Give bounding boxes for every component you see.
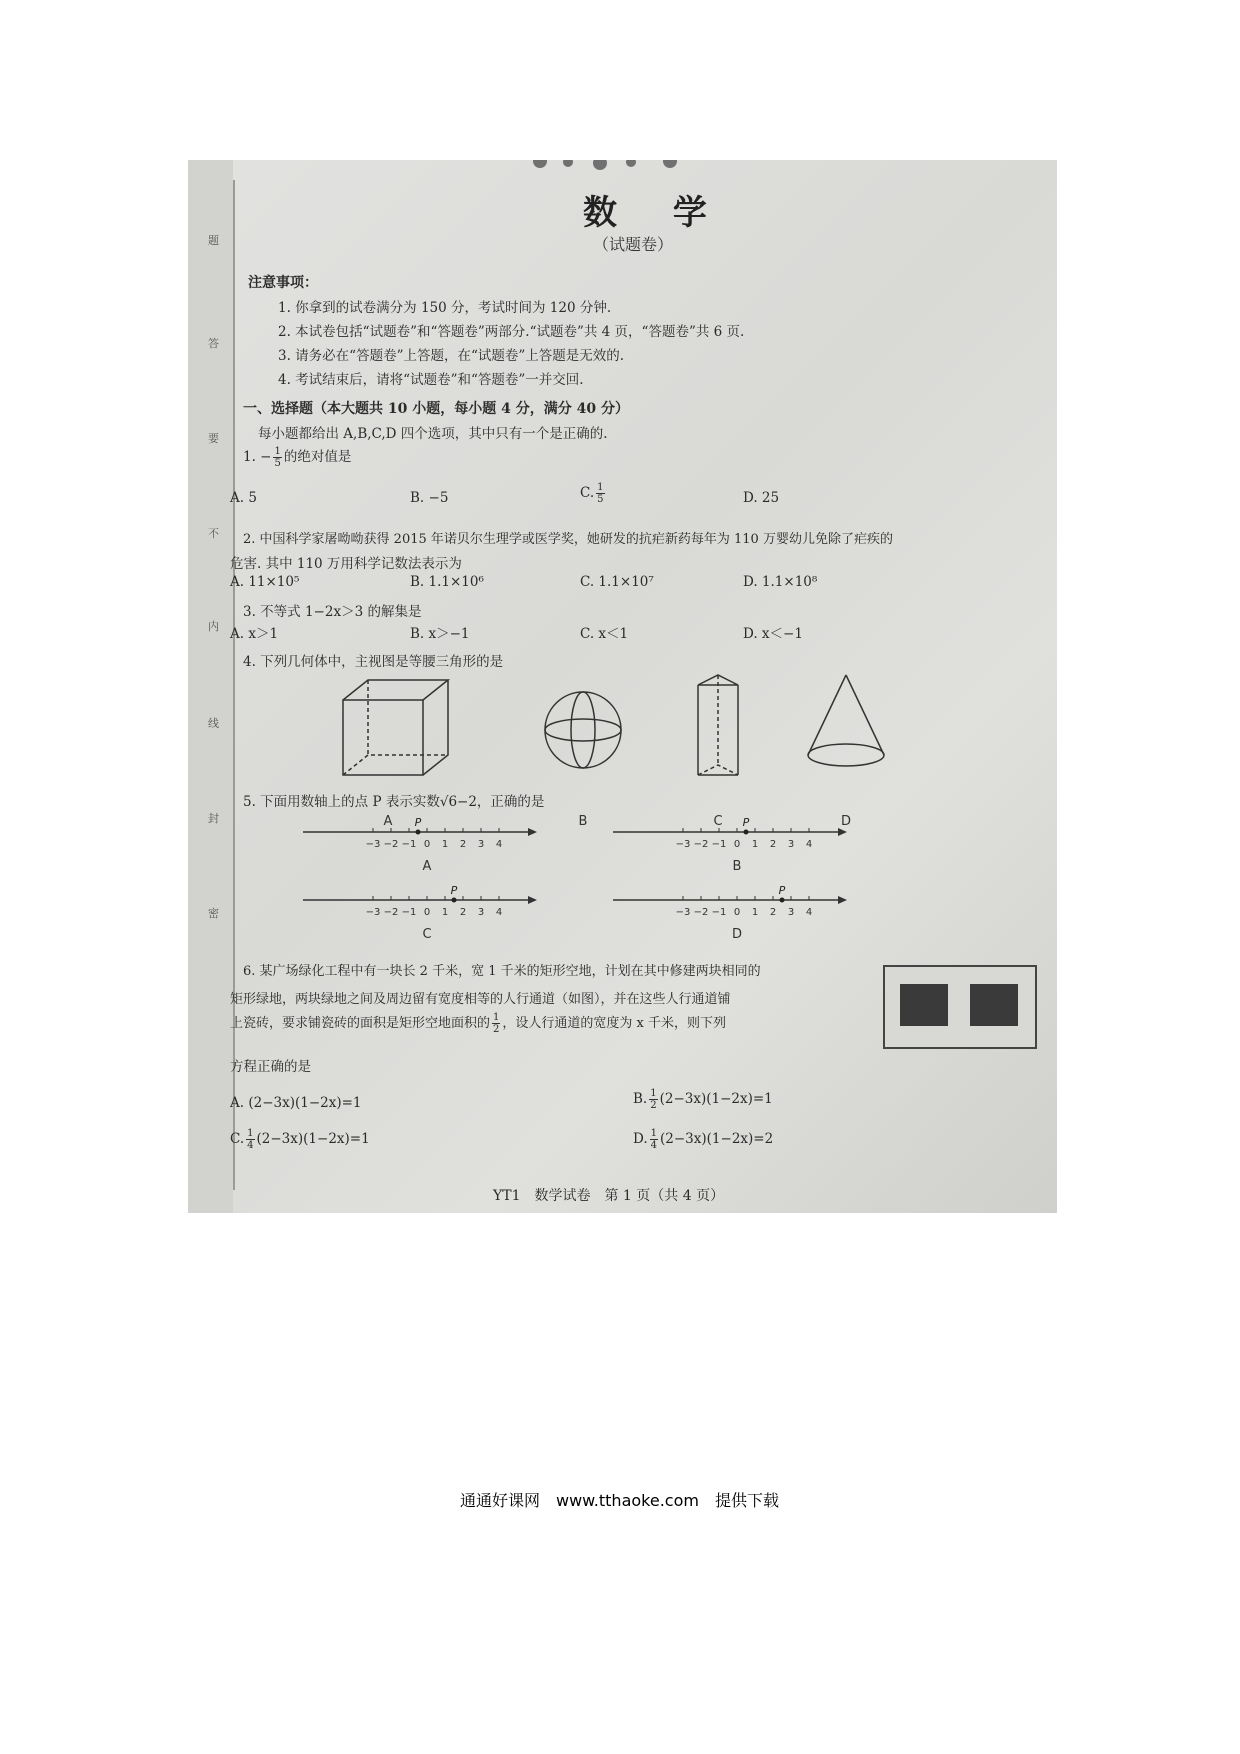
q3-option-d: D. x＜−1	[743, 626, 803, 642]
frac-num: 1	[650, 1088, 657, 1099]
fraction	[273, 446, 281, 469]
tick-label: −2	[693, 907, 709, 918]
q1-stem-pre: 1. −	[243, 449, 272, 465]
exam-title: 数 学	[583, 193, 729, 233]
frac-den: 5	[274, 458, 281, 469]
tick-label: 3	[787, 839, 795, 850]
binder-hole	[626, 160, 636, 167]
binding-char: 不	[208, 527, 219, 540]
tick-label: 1	[751, 907, 759, 918]
section-heading: 一、选择题（本大题共 10 小题，每小题 4 分，满分 40 分）	[243, 401, 629, 417]
tick-label: 2	[459, 907, 467, 918]
frac-den: 2	[493, 1024, 500, 1035]
tick-label: −2	[693, 839, 709, 850]
question-6-line2: 矩形绿地，两块绿地之间及周边留有宽度相等的人行通道（如图），并在这些人行通道铺	[230, 992, 731, 1007]
question-3-stem: 3. 不等式 1−2x＞3 的解集是	[243, 604, 422, 620]
sphere-figure	[545, 692, 621, 768]
tick-label: 4	[495, 907, 503, 918]
tick-label: −1	[711, 839, 727, 850]
frac-num: 1	[274, 446, 281, 457]
q6-option-b-label: B.	[633, 1091, 648, 1107]
tick-label: −1	[401, 907, 417, 918]
q6-option-c	[230, 1128, 370, 1151]
frac-den: 2	[650, 1100, 657, 1111]
binding-char: 线	[208, 717, 219, 730]
prism-figure	[698, 675, 738, 775]
binding-char: 密	[208, 907, 219, 920]
notice-item: 4. 考试结束后，请将“试题卷”和“答题卷”一并交回.	[278, 372, 584, 388]
point-p	[780, 898, 785, 903]
notice-item: 3. 请务必在“答题卷”上答题，在“试题卷”上答题是无效的.	[278, 348, 625, 364]
q2-option-a: A. 11×10⁵	[230, 574, 300, 590]
green-plot	[900, 984, 948, 1026]
point-p	[416, 830, 421, 835]
fraction	[492, 1012, 500, 1035]
fraction	[596, 482, 604, 505]
question-5-stem: 5. 下面用数轴上的点 P 表示实数√6−2，正确的是	[243, 794, 545, 810]
q1-option-b: B. −5	[410, 490, 449, 506]
q3-option-a: A. x＞1	[230, 626, 279, 642]
frac-num: 1	[493, 1012, 500, 1023]
figure-label-d: D	[840, 814, 852, 829]
q6-rectangle-figure	[883, 965, 1037, 1049]
tick-label: 3	[787, 907, 795, 918]
point-p-label: P	[450, 884, 458, 897]
frac-num: 1	[597, 482, 604, 493]
q1-option-d: D. 25	[743, 490, 780, 506]
q1-option-c-label: C.	[580, 485, 595, 501]
binder-hole	[593, 160, 607, 170]
page-footer: YT1 数学试卷 第 1 页（共 4 页）	[493, 1188, 725, 1204]
tick-label: −2	[383, 907, 399, 918]
question-6-line3	[230, 1012, 726, 1035]
q6-option-d-expr: (2−3x)(1−2x)=2	[660, 1131, 774, 1147]
binder-hole	[533, 160, 547, 168]
exam-paper-photo	[188, 160, 1057, 1213]
figure-label-c: C	[713, 814, 723, 829]
tick-label: −3	[365, 907, 381, 918]
tick-label: −2	[383, 839, 399, 850]
question-6-line1: 6. 某广场绿化工程中有一块长 2 千米，宽 1 千米的矩形空地，计划在其中修建两块相同的	[243, 964, 761, 979]
option-label: A	[422, 859, 432, 874]
question-2-line1: 2. 中国科学家屠呦呦获得 2015 年诺贝尔生理学或医学奖，她研发的抗疟新药每年为 110 万婴幼儿免除了疟疾的	[243, 532, 893, 547]
tick-label: 4	[805, 839, 813, 850]
frac-den: 5	[597, 494, 604, 505]
section-desc: 每小题都给出 A,B,C,D 四个选项，其中只有一个是正确的.	[258, 426, 608, 442]
point-p-label: P	[414, 816, 422, 829]
q6-line3-pre: 上瓷砖，要求铺瓷砖的面积是矩形空地面积的	[230, 1016, 491, 1031]
notice-item: 2. 本试卷包括“试题卷”和“答题卷”两部分.“试题卷”共 4 页，“答题卷”共 6 页.	[278, 324, 745, 340]
tick-label: 1	[441, 839, 449, 850]
q5-number-lines	[188, 810, 1057, 955]
frac-num: 1	[247, 1128, 254, 1139]
fraction	[246, 1128, 254, 1151]
q3-option-b: B. x＞−1	[410, 626, 470, 642]
exam-subtitle: （试题卷）	[593, 235, 674, 254]
q2-option-c: C. 1.1×10⁷	[580, 574, 654, 590]
tick-label: 1	[751, 839, 759, 850]
question-4-stem: 4. 下列几何体中，主视图是等腰三角形的是	[243, 654, 504, 670]
site-note: 通通好课网 www.tthaoke.com 提供下载	[460, 1491, 779, 1510]
q1-option-c	[580, 482, 607, 505]
fraction	[650, 1128, 658, 1151]
q1-stem-post: 的绝对值是	[283, 449, 352, 465]
notice-item: 1. 你拿到的试卷满分为 150 分，考试时间为 120 分钟.	[278, 300, 612, 316]
tick-label: −3	[675, 839, 691, 850]
q6-option-c-expr: (2−3x)(1−2x)=1	[256, 1131, 370, 1147]
q6-option-b-expr: (2−3x)(1−2x)=1	[659, 1091, 773, 1107]
tick-label: 0	[423, 839, 431, 850]
q6-option-a: A. (2−3x)(1−2x)=1	[230, 1095, 362, 1111]
tick-label: 4	[495, 839, 503, 850]
notice-heading: 注意事项：	[248, 275, 318, 291]
question-6-line4: 方程正确的是	[230, 1059, 311, 1075]
tick-label: −1	[401, 839, 417, 850]
q1-option-a: A. 5	[230, 490, 257, 506]
cube-figure	[343, 680, 448, 775]
binder-hole	[563, 160, 573, 167]
figure-label-a: A	[383, 814, 393, 829]
tick-label: −3	[675, 907, 691, 918]
binder-hole	[663, 160, 677, 168]
tick-label: −3	[365, 839, 381, 850]
point-p-label: P	[778, 884, 786, 897]
binding-char: 内	[208, 620, 219, 633]
axis-arrow	[838, 896, 847, 904]
figure-label-b: B	[578, 814, 588, 829]
tick-label: 2	[769, 839, 777, 850]
q2-option-d: D. 1.1×10⁸	[743, 574, 818, 590]
tick-label: 4	[805, 907, 813, 918]
q2-option-b: B. 1.1×10⁶	[410, 574, 484, 590]
point-p-label: P	[742, 816, 750, 829]
option-label: C	[422, 927, 432, 942]
binding-char: 题	[208, 234, 219, 247]
fraction	[649, 1088, 657, 1111]
tick-label: −1	[711, 907, 727, 918]
binding-char: 封	[208, 812, 219, 825]
binding-char: 答	[208, 337, 219, 350]
tick-label: 1	[441, 907, 449, 918]
q3-option-c: C. x＜1	[580, 626, 629, 642]
cone-figure	[808, 675, 884, 766]
axis-arrow	[528, 828, 537, 836]
point-p	[744, 830, 749, 835]
option-label: D	[731, 927, 743, 942]
binding-char: 要	[208, 432, 219, 445]
q6-line3-post: ，设人行通道的宽度为 x 千米，则下列	[502, 1016, 726, 1031]
tick-label: 0	[733, 839, 741, 850]
tick-label: 3	[477, 839, 485, 850]
frac-den: 4	[650, 1140, 658, 1151]
tick-label: 3	[477, 907, 485, 918]
option-label: B	[732, 859, 742, 874]
question-2-line2: 危害. 其中 110 万用科学记数法表示为	[230, 556, 462, 572]
frac-num: 1	[650, 1128, 658, 1139]
tick-label: 2	[459, 839, 467, 850]
axis-arrow	[528, 896, 537, 904]
point-p	[452, 898, 457, 903]
frac-den: 4	[247, 1140, 254, 1151]
q6-option-d-label: D.	[633, 1131, 648, 1147]
q6-option-b	[633, 1088, 773, 1111]
tick-label: 0	[423, 907, 431, 918]
question-1-stem	[243, 445, 351, 469]
q6-option-d	[633, 1128, 773, 1151]
tick-label: 0	[733, 907, 741, 918]
green-plot	[970, 984, 1018, 1026]
q6-option-c-label: C.	[230, 1131, 245, 1147]
tick-label: 2	[769, 907, 777, 918]
axis-arrow	[838, 828, 847, 836]
